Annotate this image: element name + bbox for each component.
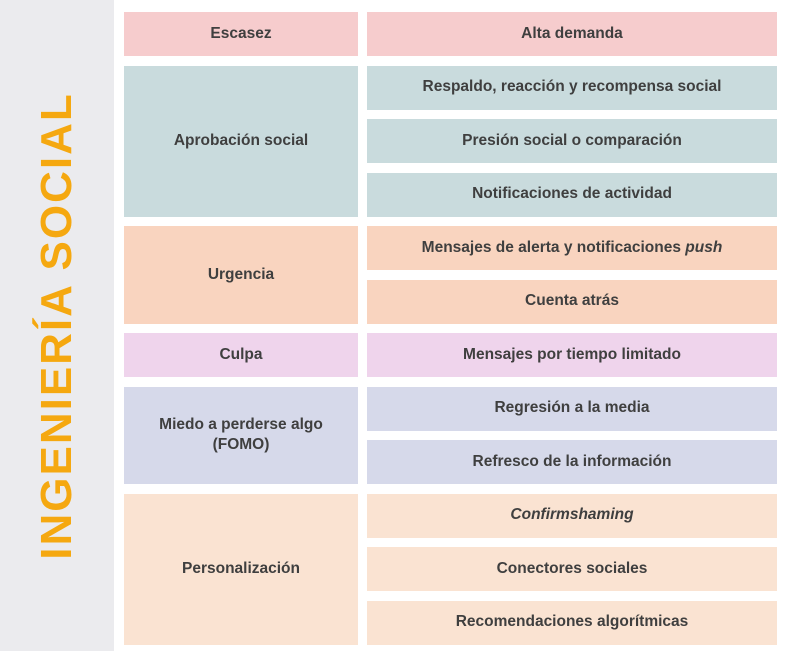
group-aprobacion-social: Aprobación social — [124, 66, 358, 217]
item-regresion-media: Regresión a la media — [367, 387, 777, 431]
group-culpa: Culpa — [124, 333, 358, 377]
item-push-word: push — [685, 238, 723, 256]
item-respaldo: Respaldo, reacción y recompensa social — [367, 66, 777, 110]
item-presion-social: Presión social o comparación — [367, 119, 777, 163]
item-conectores-sociales: Conectores sociales — [367, 547, 777, 591]
technique-table — [124, 12, 777, 645]
item-mensajes-alerta — [367, 226, 777, 270]
item-mensajes-alerta-text: Mensajes de alerta y notificaciones — [421, 238, 681, 256]
vertical-title: INGENIERÍA SOCIAL — [32, 92, 81, 560]
item-confirmshaming: Confirmshaming — [367, 494, 777, 538]
item-notificaciones-actividad: Notificaciones de actividad — [367, 173, 777, 217]
side-banner — [0, 0, 114, 651]
item-mensajes-tiempo: Mensajes por tiempo limitado — [367, 333, 777, 377]
item-alta-demanda: Alta demanda — [367, 12, 777, 56]
group-miedo-fomo — [124, 387, 358, 485]
group-miedo-line1: Miedo a perderse algo — [159, 416, 323, 434]
group-urgencia: Urgencia — [124, 226, 358, 324]
group-miedo-line2: (FOMO) — [212, 436, 270, 454]
item-cuenta-atras: Cuenta atrás — [367, 280, 777, 324]
group-escasez: Escasez — [124, 12, 358, 56]
item-refresco-info: Refresco de la información — [367, 440, 777, 484]
group-personalizacion: Personalización — [124, 494, 358, 645]
item-recomendaciones: Recomendaciones algorítmicas — [367, 601, 777, 645]
